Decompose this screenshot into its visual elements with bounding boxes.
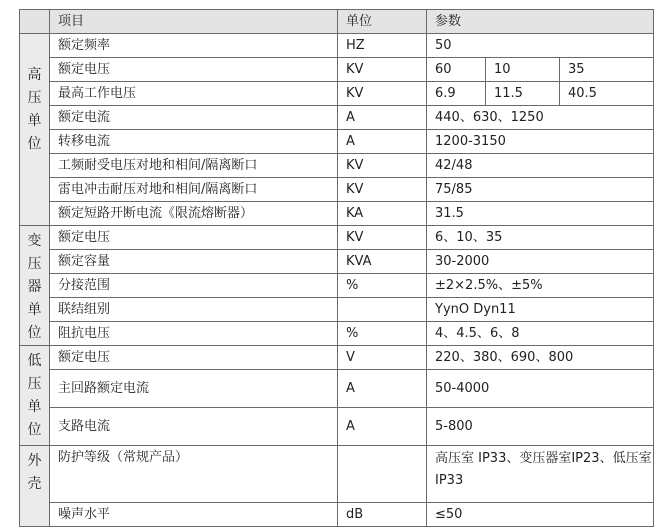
item-cell: 支路电流 <box>50 408 338 446</box>
param-cell: 6、10、35 <box>427 226 654 250</box>
param-cell: 30-2000 <box>427 250 654 274</box>
table-row <box>20 226 654 250</box>
table-row <box>20 58 654 82</box>
group-hv: 高 压 单 位 <box>20 34 50 226</box>
item-cell: 最高工作电压 <box>50 82 338 106</box>
table-row <box>20 34 654 58</box>
unit-cell: KV <box>338 58 427 82</box>
unit-cell: A <box>338 106 427 130</box>
table-row <box>20 130 654 154</box>
param-cell: 50-4000 <box>427 370 654 408</box>
param-cell: 50 <box>427 34 654 58</box>
item-cell: 额定频率 <box>50 34 338 58</box>
header-item: 项目 <box>50 10 338 34</box>
unit-cell: A <box>338 370 427 408</box>
item-cell: 噪声水平 <box>50 503 338 527</box>
table-row <box>20 178 654 202</box>
unit-cell: KV <box>338 154 427 178</box>
header-blank <box>20 10 50 34</box>
unit-cell: HZ <box>338 34 427 58</box>
table-row <box>20 154 654 178</box>
table-row <box>20 446 654 503</box>
table-row <box>20 408 654 446</box>
table-row <box>20 250 654 274</box>
unit-cell: % <box>338 274 427 298</box>
table-row <box>20 346 654 370</box>
param-cell: 1200-3150 <box>427 130 654 154</box>
unit-cell: KV <box>338 226 427 250</box>
item-cell: 转移电流 <box>50 130 338 154</box>
item-cell: 额定电流 <box>50 106 338 130</box>
unit-cell: V <box>338 346 427 370</box>
spec-table <box>19 9 654 527</box>
param-cell: ≤50 <box>427 503 654 527</box>
item-cell: 雷电冲击耐压对地和相间/隔离断口 <box>50 178 338 202</box>
group-shell: 外 壳 <box>20 446 50 527</box>
group-lv: 低 压 单 位 <box>20 346 50 446</box>
param-cell: 4、4.5、6、8 <box>427 322 654 346</box>
param-cell: 6.9 <box>427 82 486 106</box>
unit-cell: KVA <box>338 250 427 274</box>
table-row <box>20 202 654 226</box>
unit-cell: A <box>338 130 427 154</box>
param-cell: 40.5 <box>560 82 654 106</box>
param-cell: 高压室 IP33、变压器室IP23、低压室 IP33 <box>427 446 654 503</box>
group-transformer: 变 压 器 单 位 <box>20 226 50 346</box>
item-cell: 防护等级（常规产品） <box>50 446 338 503</box>
unit-cell: KV <box>338 82 427 106</box>
param-cell: 5-800 <box>427 408 654 446</box>
param-cell: 220、380、690、800 <box>427 346 654 370</box>
param-cell: 11.5 <box>486 82 560 106</box>
unit-cell <box>338 446 427 503</box>
unit-cell: % <box>338 322 427 346</box>
table-row <box>20 322 654 346</box>
item-cell: 额定容量 <box>50 250 338 274</box>
param-cell: 60 <box>427 58 486 82</box>
table-row <box>20 274 654 298</box>
param-cell: 10 <box>486 58 560 82</box>
table-row <box>20 370 654 408</box>
param-cell: ±2×2.5%、±5% <box>427 274 654 298</box>
param-cell: 42/48 <box>427 154 654 178</box>
item-cell: 分接范围 <box>50 274 338 298</box>
table-row <box>20 503 654 527</box>
param-cell: 440、630、1250 <box>427 106 654 130</box>
param-cell: YynO Dyn11 <box>427 298 654 322</box>
item-cell: 额定电压 <box>50 346 338 370</box>
item-cell: 额定电压 <box>50 58 338 82</box>
header-param: 参数 <box>427 10 654 34</box>
table-row <box>20 298 654 322</box>
param-cell: 31.5 <box>427 202 654 226</box>
unit-cell <box>338 298 427 322</box>
table-row <box>20 106 654 130</box>
header-unit: 单位 <box>338 10 427 34</box>
unit-cell: KA <box>338 202 427 226</box>
unit-cell: dB <box>338 503 427 527</box>
param-cell: 35 <box>560 58 654 82</box>
header-row <box>20 10 654 34</box>
item-cell: 工频耐受电压对地和相间/隔离断口 <box>50 154 338 178</box>
item-cell: 额定短路开断电流《限流熔断器） <box>50 202 338 226</box>
item-cell: 阻抗电压 <box>50 322 338 346</box>
unit-cell: KV <box>338 178 427 202</box>
item-cell: 额定电压 <box>50 226 338 250</box>
item-cell: 联结组别 <box>50 298 338 322</box>
unit-cell: A <box>338 408 427 446</box>
table-row <box>20 82 654 106</box>
item-cell: 主回路额定电流 <box>50 370 338 408</box>
param-cell: 75/85 <box>427 178 654 202</box>
